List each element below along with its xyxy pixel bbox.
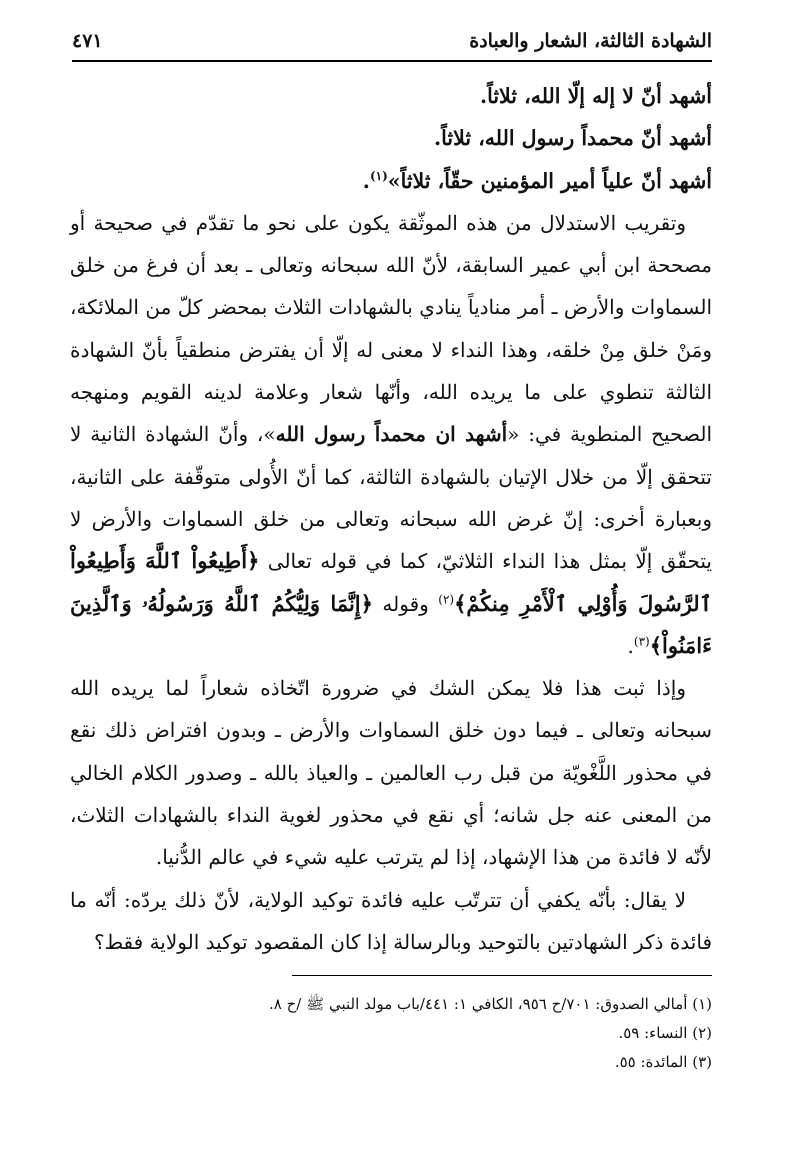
footnote-ref-1: (١) — [369, 168, 388, 183]
paragraph-1-part-c: وقوله — [372, 591, 439, 616]
paragraph-1-part-d: . — [627, 633, 634, 658]
shahada-line-3: أشهد أنّ علياً أمير المؤمنين حقّاً، ثلاثاً»$^{(١)}$. — [362, 168, 712, 193]
footnote-1: (١) أمالي الصدوق: ٧٠١/ح ٩٥٦، الكافي ١: ٤٤١/باب مولد النبي ﷺ /ح ٨. — [268, 995, 712, 1013]
quran-verse-1: ﴿أَطِيعُواْ ٱللَّهَ وَأَطِيعُواْ ٱلرَّسُولَ وَأُوْلِي ٱلْأَمْرِ مِنكُمْ﴾ — [70, 548, 712, 616]
footnotes — [70, 990, 712, 1077]
running-header — [72, 28, 712, 62]
footnote-2: (٢) النساء: ٥٩. — [618, 1024, 712, 1042]
header-rule — [72, 60, 712, 62]
footnote-ref-2: (٢) — [438, 591, 455, 606]
paragraph-1 — [70, 202, 712, 667]
footnote-separator — [292, 975, 712, 976]
footnote-ref-3: (٣) — [633, 634, 650, 649]
shahada-line-1: أشهد أنّ لا إله إلّا الله، ثلاثاً. — [479, 84, 712, 108]
footnote-3: (٣) المائدة: ٥٥. — [614, 1053, 712, 1071]
paragraph-1-part-a: وتقريب الاستدلال من هذه الموثّقة يكون على نحو ما تقدّم في صحيحة أو مصححة ابن أبي عمير السابقة، لأنّ الله سبحانه وتعالى ـ بعد أن فرغ من خلق السماوات والأرض ـ أمر منادياً ينادي بالشهادات الثلاث بمحضر كلّ من الملائكة، ومَنْ خلق مِنْ خلقه، وهذا النداء لا معنى له إلّا أن يفترض منطقياً بأنّ الشهادة الثالثة تنطوي على ما يريده الله، وأنّها شعار وعلامة لدينه القويم ومنهجه الصحيح المنطوية في: « — [70, 210, 712, 447]
header-title: الشهادة الثالثة، الشعار والعبادة — [469, 30, 712, 52]
quoted-shahada: أشهد ان محمداً رسول الله — [275, 422, 508, 447]
paragraph-1-part-b: »، وأنّ الشهادة الثانية لا تتحقق إلّا من خلال الإتيان بالشهادة الثالثة، كما أنّ الأُولى متوقّفة على الثانية، وبعبارة أخرى: إنّ غرض الله سبحانه وتعالى من خلق السماوات والأرض لا يتحقّق إلّا بمثل هذا النداء الثلاثيّ، كما في قوله تعالى — [70, 422, 712, 574]
shahada-line-2: أشهد أنّ محمداً رسول الله، ثلاثاً. — [434, 126, 712, 151]
shahada-line-3-text: أشهد أنّ علياً أمير المؤمنين حقّاً، ثلاثاً» — [387, 168, 712, 193]
shahada-block — [70, 75, 712, 202]
paragraph-2: وإذا ثبت هذا فلا يمكن الشك في ضرورة اتّخاذه شعاراً لما يريده الله سبحانه وتعالى ـ فيما دون خلق السماوات والأرض ـ وبدون افتراض ذلك نقع في محذور اللَّغْويّة من قبل رب العالمين ـ والعياذ بالله ـ وصدور الكلام الخالي من المعنى عنه جل شانه؛ أي نقع في محذور لغوية النداء بالشهادات الثلاث، لأنّه لا فائدة من هذا الإشهاد، إذا لم يترتب عليه شيء في عالم الدُّنيا. — [70, 676, 712, 870]
main-text — [70, 75, 712, 963]
paragraph-3: لا يقال: بأنّه يكفي أن تترتّب عليه فائدة توكيد الولاية، لأنّ ذلك يردّه: أنّه ما فائدة ذكر الشهادتين بالتوحيد وبالرسالة إذا كان المقصود توكيد الولاية فقط؟ — [70, 887, 712, 954]
page-number: ٤٧١ — [72, 30, 103, 52]
quran-verse-2: ﴿إِنَّمَا وَلِيُّكُمُ ٱللَّهُ وَرَسُولُهُۥ وَٱلَّذِينَ ءَامَنُواْ﴾ — [70, 590, 712, 658]
